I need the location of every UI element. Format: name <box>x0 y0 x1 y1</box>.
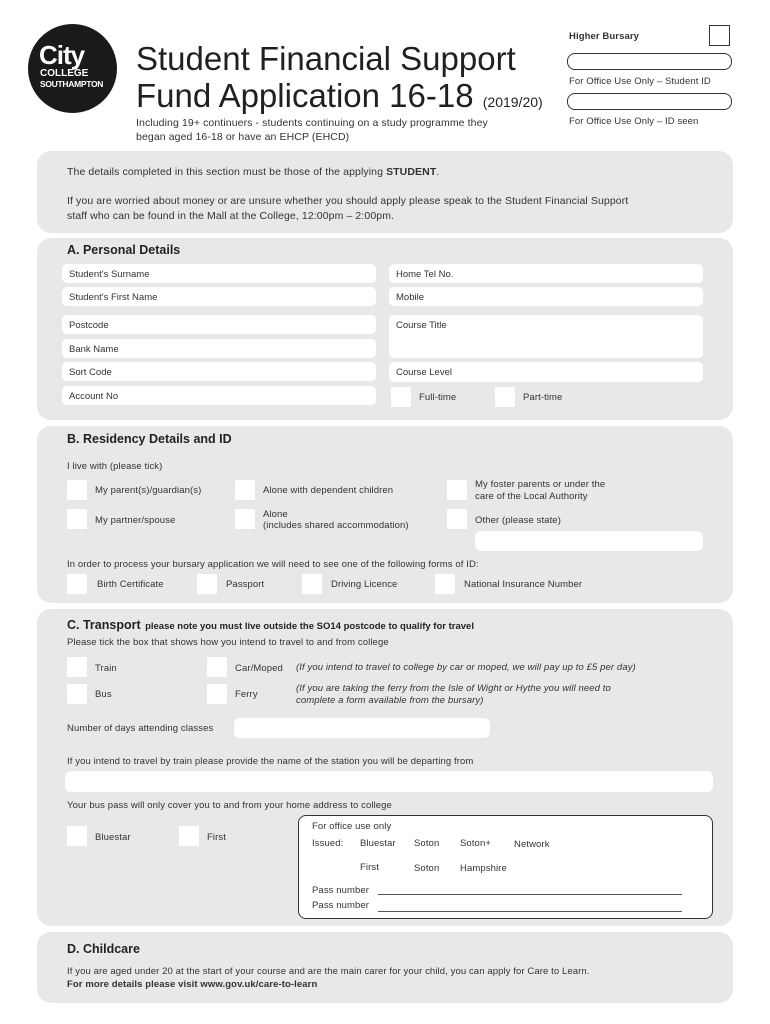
station-label: If you intend to travel by train please provide the name of the station you will be departing from <box>67 756 474 767</box>
office-soton: Soton <box>414 838 440 849</box>
office-bluestar: Bluestar <box>360 838 396 849</box>
sort-code-label: Sort Code <box>69 367 112 378</box>
college-logo <box>28 24 117 113</box>
office-network: Network <box>514 839 550 850</box>
section-d-heading: D. Childcare <box>67 942 140 956</box>
intro-line1-text: The details completed in this section must be those of the applying <box>67 166 387 178</box>
surname-field[interactable] <box>62 264 376 283</box>
alone-label-line2: (includes shared accommodation) <box>263 520 409 531</box>
office-first: First <box>360 862 379 873</box>
office-use-title: For office use only <box>312 821 392 832</box>
first-checkbox[interactable] <box>179 826 199 846</box>
office-id-seen-label: For Office Use Only – ID seen <box>569 116 699 127</box>
train-checkbox[interactable] <box>67 657 87 677</box>
office-student-id-label: For Office Use Only – Student ID <box>569 76 711 87</box>
first-name-field[interactable] <box>62 287 376 306</box>
driving-licence-label: Driving Licence <box>331 579 398 590</box>
partner-checkbox[interactable] <box>67 509 87 529</box>
travel-tick-intro: Please tick the box that shows how you intend to travel to and from college <box>67 637 389 648</box>
course-level-label: Course Level <box>396 367 452 378</box>
account-no-field[interactable] <box>62 386 376 405</box>
ni-number-label: National Insurance Number <box>464 579 583 590</box>
foster-checkbox[interactable] <box>447 480 467 500</box>
birth-cert-label: Birth Certificate <box>97 579 164 590</box>
other-checkbox[interactable] <box>447 509 467 529</box>
alone-checkbox[interactable] <box>235 509 255 529</box>
title-main: Fund Application 16-18 <box>136 77 474 114</box>
bus-checkbox[interactable] <box>67 684 87 704</box>
driving-licence-checkbox[interactable] <box>302 574 322 594</box>
page-title-line1: Student Financial Support <box>136 40 516 77</box>
ferry-label: Ferry <box>235 689 258 700</box>
issued-label: Issued: <box>312 838 344 849</box>
car-note: (If you intend to travel to college by car or moped, we will pay up to £5 per day) <box>296 662 636 673</box>
full-time-checkbox[interactable] <box>391 387 411 407</box>
ferry-note-line2: complete a form available from the bursary) <box>296 695 484 706</box>
bus-label: Bus <box>95 689 112 700</box>
part-time-checkbox[interactable] <box>495 387 515 407</box>
course-title-label: Course Title <box>396 320 447 331</box>
car-moped-checkbox[interactable] <box>207 657 227 677</box>
passport-checkbox[interactable] <box>197 574 217 594</box>
office-id-seen-field[interactable] <box>567 93 732 110</box>
title-year: (2019/20) <box>482 94 543 110</box>
intro-line3: staff who can be found in the Mall at the College, 12:00pm – 2:00pm. <box>67 210 395 222</box>
ferry-note-line1: (If you are taking the ferry from the Isle of Wight or Hythe you will need to <box>296 683 611 694</box>
foster-label-line2: care of the Local Authority <box>475 491 588 502</box>
days-field[interactable] <box>234 718 490 738</box>
intro-line2: If you are worried about money or are unsure whether you should apply please speak to the Student Financial Support <box>67 195 629 207</box>
bank-name-field[interactable] <box>62 339 376 358</box>
postcode-label: Postcode <box>69 320 109 331</box>
alone-dependent-checkbox[interactable] <box>235 480 255 500</box>
account-no-label: Account No <box>69 391 119 402</box>
intro-line1 <box>67 166 439 178</box>
id-intro-label: In order to process your bursary application we will need to see one of the following forms of ID: <box>67 559 479 570</box>
office-soton-plus: Soton+ <box>460 838 491 849</box>
pass-number-line-1[interactable] <box>378 894 682 895</box>
sort-code-field[interactable] <box>62 362 376 381</box>
ni-number-checkbox[interactable] <box>435 574 455 594</box>
subtitle-line1: Including 19+ continuers - students continuing on a study programme they <box>136 117 488 129</box>
pass-number-line-2[interactable] <box>378 911 682 912</box>
office-hampshire: Hampshire <box>460 863 507 874</box>
section-c-note: please note you must live outside the SO14 postcode to qualify for travel <box>145 621 474 632</box>
course-level-field[interactable] <box>389 362 703 382</box>
alone-label-line1: Alone <box>263 509 288 520</box>
other-state-field[interactable] <box>475 531 703 551</box>
subtitle-line2: began aged 16-18 or have an EHCP (EHCD) <box>136 131 350 143</box>
pass-number-label-2: Pass number <box>312 900 370 911</box>
bus-pass-label: Your bus pass will only cover you to and from your home address to college <box>67 800 392 811</box>
other-label: Other (please state) <box>475 515 561 526</box>
childcare-line1: If you are aged under 20 at the start of your course and are the main carer for your child, you can apply for Care to Learn. <box>67 966 590 977</box>
intro-student-bold: STUDENT <box>386 166 437 178</box>
ferry-checkbox[interactable] <box>207 684 227 704</box>
logo-southampton: SOUTHAMPTON <box>40 79 104 89</box>
car-moped-label: Car/Moped <box>235 663 283 674</box>
course-title-field[interactable] <box>389 315 703 358</box>
partner-label: My partner/spouse <box>95 515 176 526</box>
postcode-field[interactable] <box>62 315 376 334</box>
parents-label: My parent(s)/guardian(s) <box>95 485 202 496</box>
section-c-title: C. Transport <box>67 618 141 632</box>
first-label: First <box>207 832 226 843</box>
home-tel-label: Home Tel No. <box>396 269 454 280</box>
bluestar-checkbox[interactable] <box>67 826 87 846</box>
birth-cert-checkbox[interactable] <box>67 574 87 594</box>
office-student-id-field[interactable] <box>567 53 732 70</box>
passport-label: Passport <box>226 579 265 590</box>
surname-label: Student's Surname <box>69 269 150 280</box>
section-b-heading: B. Residency Details and ID <box>67 432 232 446</box>
childcare-link[interactable]: For more details please visit www.gov.uk/care-to-learn <box>67 979 318 990</box>
higher-bursary-checkbox[interactable] <box>709 25 730 46</box>
mobile-label: Mobile <box>396 292 424 303</box>
train-label: Train <box>95 663 117 674</box>
bank-name-label: Bank Name <box>69 344 119 355</box>
section-a-heading: A. Personal Details <box>67 243 181 257</box>
station-field[interactable] <box>65 771 713 792</box>
section-c-heading <box>67 616 474 634</box>
full-time-label: Full-time <box>419 392 457 403</box>
first-name-label: Student's First Name <box>69 292 158 303</box>
part-time-label: Part-time <box>523 392 563 403</box>
foster-label-line1: My foster parents or under the <box>475 479 606 490</box>
parents-checkbox[interactable] <box>67 480 87 500</box>
intro-line1-end: . <box>436 166 440 178</box>
mobile-field[interactable] <box>389 287 703 306</box>
logo-city: City <box>39 40 85 70</box>
alone-dependent-label: Alone with dependent children <box>263 485 394 496</box>
home-tel-field[interactable] <box>389 264 703 283</box>
bluestar-label: Bluestar <box>95 832 131 843</box>
logo-college: COLLEGE <box>40 68 89 79</box>
office-soton-2: Soton <box>414 863 440 874</box>
pass-number-label-1: Pass number <box>312 885 370 896</box>
higher-bursary-label: Higher Bursary <box>569 31 640 42</box>
page-title-line2 <box>136 77 543 115</box>
days-label: Number of days attending classes <box>67 723 214 734</box>
live-with-label: I live with (please tick) <box>67 461 163 472</box>
